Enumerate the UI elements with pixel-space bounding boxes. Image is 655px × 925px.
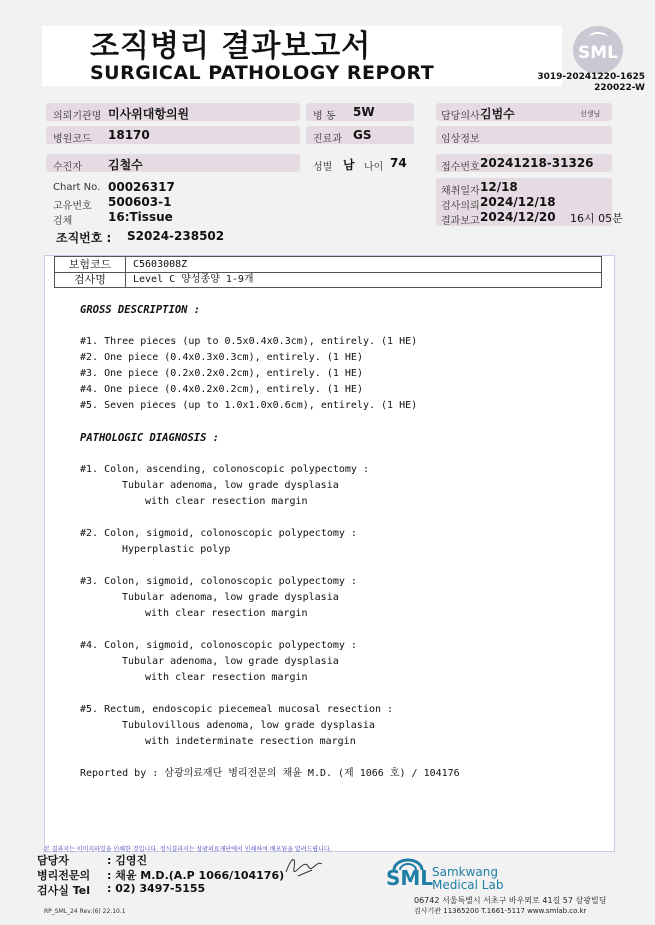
chart-label: Chart No. xyxy=(53,182,101,193)
receipt-value: 20241218-31326 xyxy=(480,156,594,170)
sex-value: 남 xyxy=(343,158,355,172)
logo-arc-icon xyxy=(588,32,608,44)
brand-line1: Samkwang xyxy=(432,865,498,879)
age-label: 나이 xyxy=(364,162,384,173)
diagnosis-finding: Hyperplastic polyp xyxy=(122,544,231,555)
gross-heading: GROSS DESCRIPTION : xyxy=(80,304,201,316)
test-name-value: Level C 양성종양 1-9개 xyxy=(133,274,254,285)
tissue-label: 조직번호 : xyxy=(56,231,112,245)
hospital-label: 의뢰기관명 xyxy=(53,111,102,122)
reported-by: Reported by : 삼광의료재단 병리전문의 채윤 M.D. (제 1066 호) / 104176 xyxy=(80,768,460,779)
clinical-label: 임상정보 xyxy=(441,134,480,145)
patient-label: 수진자 xyxy=(53,162,82,173)
diagnosis-finding: Tubular adenoma, low grade dysplasia xyxy=(122,480,339,491)
diagnosis-site: #4. Colon, sigmoid, colonoscopic polypectomy : xyxy=(80,640,357,651)
test-name-label: 검사명 xyxy=(55,272,126,287)
specimen-label: 검체 xyxy=(53,216,73,227)
doctor-suffix: 선생님 xyxy=(580,110,601,118)
sex-label: 성별 xyxy=(313,162,333,173)
report-title-english: SURGICAL PATHOLOGY REPORT xyxy=(90,62,435,84)
manager-value: : 김영진 xyxy=(107,854,148,867)
exam-value: 2024/12/18 xyxy=(480,195,556,209)
test-name-row xyxy=(55,272,601,287)
brand-line2: Medical Lab xyxy=(432,878,504,892)
insurance-code-value: C5603008Z xyxy=(133,259,188,270)
doctor-label: 담당의사 xyxy=(441,111,480,122)
report-title-korean: 조직병리 결과보고서 xyxy=(90,29,372,64)
signature-icon xyxy=(282,850,328,880)
ward-value: 5W xyxy=(353,105,375,119)
sml-logo-badge: SML xyxy=(573,26,623,74)
uid-value: 500603-1 xyxy=(108,195,172,209)
hospcode-label: 병원코드 xyxy=(53,134,92,145)
receipt-label: 접수번호 xyxy=(441,162,480,173)
gross-line: #5. Seven pieces (up to 1.0x1.0x0.6cm), entirely. (1 HE) xyxy=(80,400,418,411)
doctor-value: 김범수 xyxy=(480,107,515,121)
diagnosis-margin: with clear resection margin xyxy=(145,672,308,683)
specimen-value: 16:Tissue xyxy=(108,210,173,224)
diagnosis-site: #1. Colon, ascending, colonoscopic polypectomy : xyxy=(80,464,369,475)
diagnosis-site: #5. Rectum, endoscopic piecemeal mucosal resection : xyxy=(80,704,394,715)
diagnosis-margin: with indeterminate resection margin xyxy=(145,736,356,747)
hospital-value: 미사위대항의원 xyxy=(108,107,190,121)
pathologist-label: 병리전문의 xyxy=(37,869,91,882)
patient-value: 김철수 xyxy=(108,158,143,172)
report-time: 16시 05분 xyxy=(570,212,623,225)
diagnosis-finding: Tubulovillous adenoma, low grade dysplasia xyxy=(122,720,375,731)
hospcode-value: 18170 xyxy=(108,128,150,142)
insurance-table xyxy=(54,256,602,288)
collect-label: 채취일자 xyxy=(441,186,480,197)
tel-value: : 02) 3497-5155 xyxy=(107,882,206,895)
diagnosis-finding: Tubular adenoma, low grade dysplasia xyxy=(122,656,339,667)
chart-value: 00026317 xyxy=(108,180,175,194)
pathologist-value: : 채윤 M.D.(A.P 1066/104176) xyxy=(107,869,285,882)
gross-line: #3. One piece (0.2x0.2x0.2cm), entirely. (1 HE) xyxy=(80,368,363,379)
gross-line: #2. One piece (0.4x0.3x0.3cm), entirely. (1 HE) xyxy=(80,352,363,363)
dept-label: 진료과 xyxy=(313,134,342,145)
diagnosis-site: #3. Colon, sigmoid, colonoscopic polypectomy : xyxy=(80,576,357,587)
patient-pill xyxy=(46,154,300,172)
diagnosis-finding: Tubular adenoma, low grade dysplasia xyxy=(122,592,339,603)
tissue-value: S2024-238502 xyxy=(127,229,225,243)
diagnosis-heading: PATHOLOGIC DIAGNOSIS : xyxy=(80,432,220,444)
report-value: 2024/12/20 xyxy=(480,210,556,224)
lab-agency: 검사기관 11365200 T.1661-5117 www.smlab.co.kr xyxy=(414,907,587,915)
tel-label: 검사실 Tel xyxy=(37,884,90,897)
collect-value: 12/18 xyxy=(480,180,518,194)
insurance-code-label: 보험코드 xyxy=(55,257,126,272)
lab-address: 06742 서울특별시 서초구 바우뫼로 41길 57 삼광빌딩 xyxy=(414,896,607,905)
exam-label: 검사의뢰 xyxy=(441,201,480,212)
dept-value: GS xyxy=(353,128,372,142)
gross-line: #1. Three pieces (up to 0.5x0.4x0.3cm), entirely. (1 HE) xyxy=(80,336,418,347)
brand-sml: SML xyxy=(386,866,434,890)
gross-line: #4. One piece (0.4x0.2x0.2cm), entirely. (1 HE) xyxy=(80,384,363,395)
form-code: RP_SML_24 Rev.(6) 22.10.1 xyxy=(44,908,126,915)
manager-label: 담당자 xyxy=(37,854,69,867)
diagnosis-margin: with clear resection margin xyxy=(145,496,308,507)
report-label: 결과보고 xyxy=(441,216,480,227)
uid-label: 고유번호 xyxy=(53,201,92,212)
insurance-code-row xyxy=(55,257,601,273)
print-notice: 본 결과지는 이미지파일을 인쇄한 것입니다. 정식결과지는 삼광의료재단에서 인쇄하여 배포됨을 알려드립니다. xyxy=(44,846,332,853)
diagnosis-site: #2. Colon, sigmoid, colonoscopic polypectomy : xyxy=(80,528,357,539)
document-id-line2: 220022-W xyxy=(594,83,645,93)
diagnosis-margin: with clear resection margin xyxy=(145,608,308,619)
document-id-line1: 3019-20241220-1625 xyxy=(537,72,645,82)
ward-label: 병 동 xyxy=(313,111,336,122)
age-value: 74 xyxy=(390,156,407,170)
